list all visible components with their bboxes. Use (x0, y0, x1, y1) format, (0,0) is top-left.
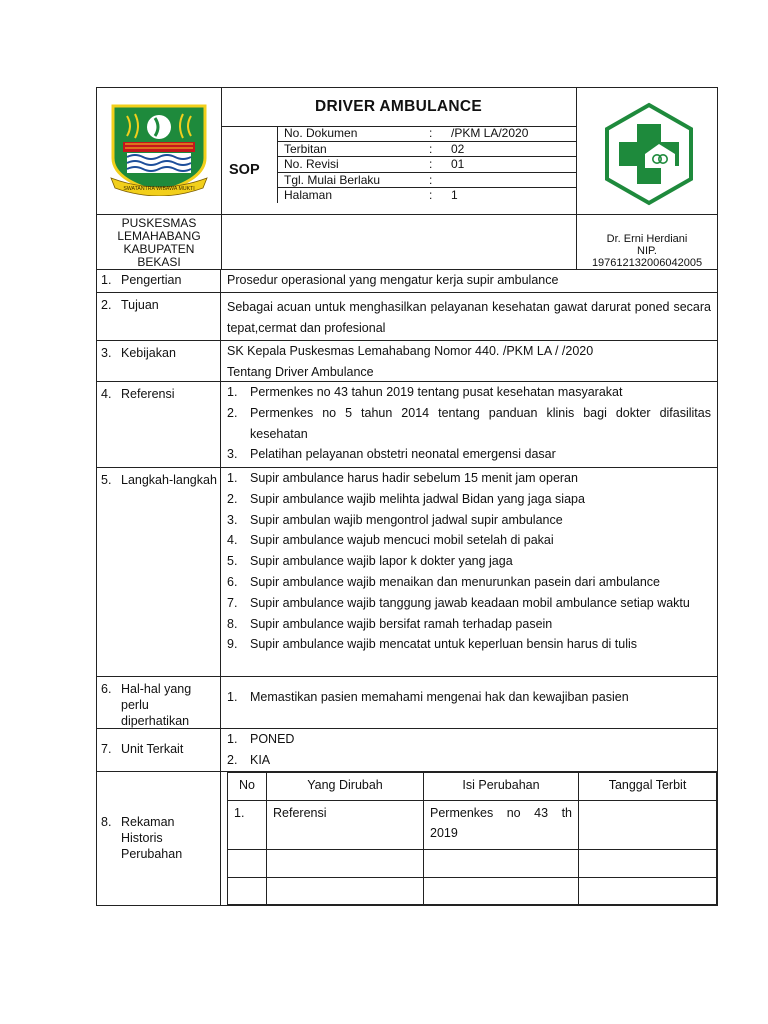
meta-row-tgl-mulai-berlaku: Tgl. Mulai Berlaku : (278, 173, 577, 189)
column-header: Tanggal Terbit (579, 773, 717, 801)
history-table (227, 772, 717, 905)
document-header (96, 87, 718, 215)
list-item: 1. Memastikan pasien memahami mengenai hak dan kewajiban pasien (227, 690, 629, 704)
section-langkah-langkah: 5. Langkah-langkah 1. Supir ambulance harus hadir sebelum 15 menit jam operan 2. Supir ambulance wajib melihta jadwal Bidan yang jaga siapa 3. Supir ambulan wajib mengontrol jadwal supir ambulance 4. Supir ambulance wajub mencuci mobil setelah di pakai 5. Supir ambulance wajib lapor k dokter yang jaga 6. Supir ambulance wajib menaikan dan menurunkan pasein dari ambulance 7. Supir ambulance wajib tanggung jawab keadaan mobil ambulance setiap waktu 8. Supir ambulance wajib bersifat ramah terhadap pasein 9. Supir ambulance wajib mencatat untuk keperluan bensin harus di tulis (96, 468, 718, 677)
list-item: 2. Permenkes no 5 tahun 2014 tentang panduan klinis bagi dokter difasilitas kesehatan (227, 405, 711, 441)
column-header: No (228, 773, 267, 801)
list-item: 9. Supir ambulance wajib mencatat untuk keperluan bensin harus di tulis (227, 637, 638, 652)
table-row (228, 878, 717, 905)
meta-row-halaman: Halaman : 1 (284, 188, 458, 202)
meta-row-terbitan: Terbitan : 02 (278, 142, 577, 158)
list-item: 8. Supir ambulance wajib bersifat ramah terhadap pasein (227, 616, 553, 631)
document-title: DRIVER AMBULANCE (315, 98, 482, 115)
section-rekaman-historis: 8. Rekaman Historis Perubahan No Yang Dirubah Isi Perubahan Tanggal Terbit 1. Referensi Permenkes no 43 th 2019 (96, 772, 718, 906)
section-pengertian: 1. Pengertian Prosedur operasional yang mengatur kerja supir ambulance (96, 270, 718, 293)
table-row (228, 850, 717, 878)
list-item: 1. PONED (227, 732, 295, 746)
section-referensi: 4. Referensi 1. Permenkes no 43 tahun 2019 tentang pusat kesehatan masyarakat 2. Permenkes no 5 tahun 2014 tentang panduan klinis bagi dokter difasilitas kesehatan 3. Pelatihan pelayanan obstetri neonatal emergensi dasar (96, 382, 718, 468)
signatory-name: Dr. Erni Herdiani (606, 233, 688, 245)
document-meta-table (277, 126, 577, 203)
list-item: 2. Supir ambulance wajib melihta jadwal Bidan yang jaga siapa (227, 491, 585, 506)
list-item: 2. KIA (227, 752, 271, 767)
list-item: 3. Pelatihan pelayanan obstetri neonatal emergensi dasar (227, 447, 556, 462)
column-header: Isi Perubahan (424, 773, 579, 801)
section-hal-hal-diperhatikan: 6. Hal-hal yang perlu diperhatikan 1. Memastikan pasien memahami mengenai hak dan kewajiban pasien (96, 677, 718, 729)
list-item: 7. Supir ambulance wajib tanggung jawab keadaan mobil ambulance setiap waktu (227, 595, 690, 610)
meta-row-no-dokumen: No. Dokumen : /PKM LA/2020 (278, 126, 577, 142)
svg-text:SWATANTRA WIBAWA MUKTI: SWATANTRA WIBAWA MUKTI (123, 186, 195, 192)
table-row: 1. Referensi Permenkes no 43 th 2019 (228, 801, 717, 850)
list-item: 3. Supir ambulan wajib mengontrol jadwal supir ambulance (227, 512, 563, 527)
sop-document (96, 87, 718, 906)
nip-label: NIP. (637, 245, 657, 257)
column-header: Yang Dirubah (267, 773, 424, 801)
sop-label: SOP (229, 162, 260, 178)
list-item: 1. Permenkes no 43 tahun 2019 tentang pusat kesehatan masyarakat (227, 385, 623, 399)
section-kebijakan: 3. Kebijakan SK Kepala Puskesmas Lemahabang Nomor 440. /PKM LA / /2020 Tentang Driver Ambulance (96, 341, 718, 382)
list-item: 5. Supir ambulance wajib lapor k dokter yang jaga (227, 554, 513, 569)
document-subheader (96, 215, 718, 270)
meta-row-no-revisi: No. Revisi : 01 (278, 157, 577, 173)
signatory-block (577, 233, 717, 269)
section-tujuan: 2. Tujuan Sebagai acuan untuk menghasilkan pelayanan kesehatan gawat darurat poned secara tepat,cermat dan profesional (96, 293, 718, 341)
list-item: 1. Supir ambulance harus hadir sebelum 15 menit jam operan (227, 471, 578, 485)
list-item: 4. Supir ambulance wajub mencuci mobil setelah di pakai (227, 533, 554, 548)
section-unit-terkait: 7. Unit Terkait 1. PONED 2. KIA (96, 729, 718, 772)
nip-number: 197612132006042005 (591, 257, 703, 269)
list-item: 6. Supir ambulance wajib menaikan dan menurunkan pasein dari ambulance (227, 574, 660, 589)
organization-name: PUSKESMAS LEMAHABANG KABUPATEN BEKASI (117, 216, 201, 269)
bekasi-regency-emblem-icon (103, 100, 215, 196)
puskesmas-logo-icon (597, 102, 701, 206)
